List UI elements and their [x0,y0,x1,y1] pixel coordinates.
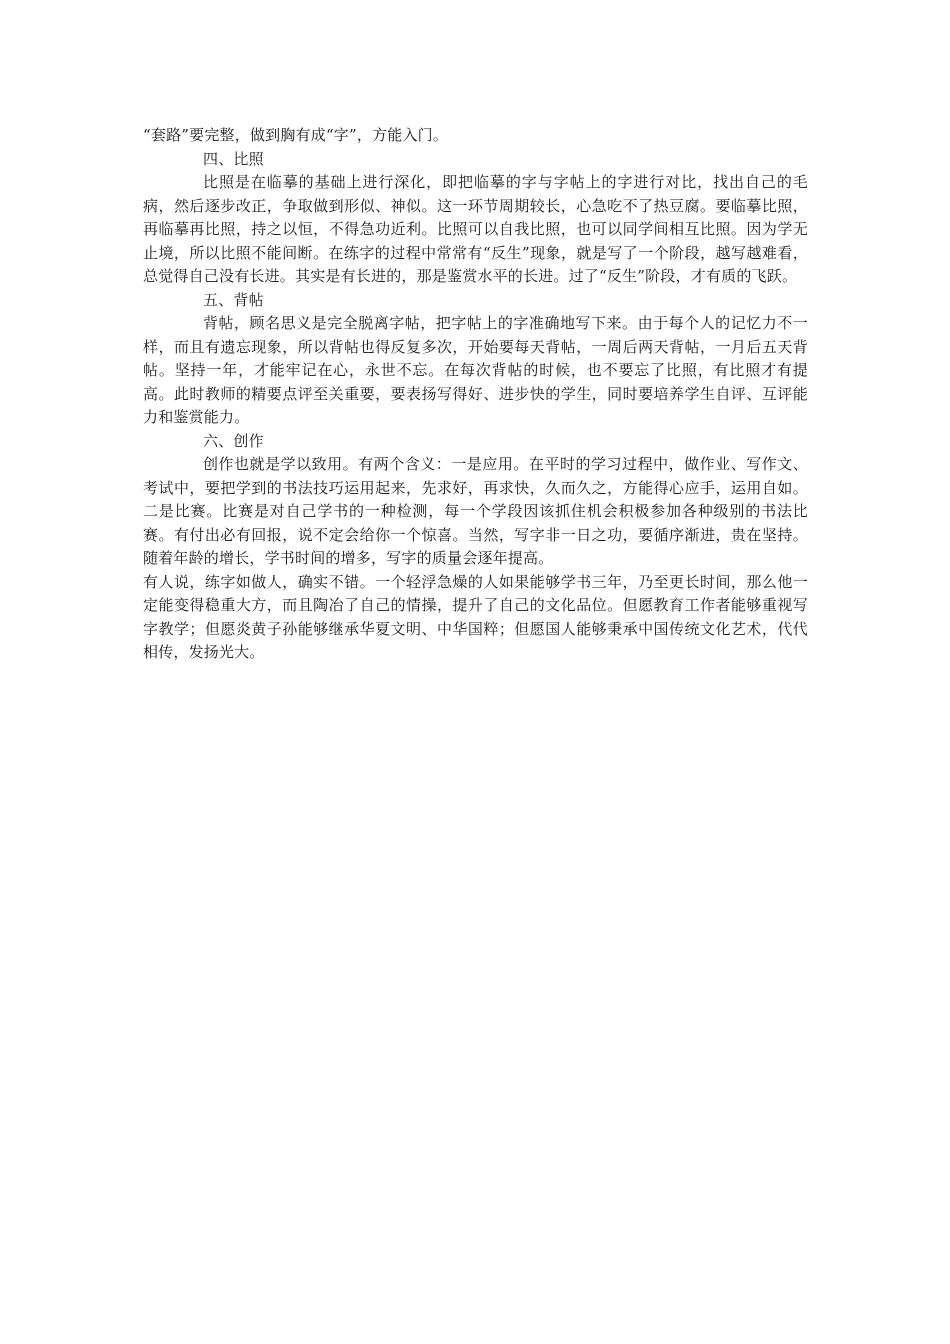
paragraph-creation: 创作也就是学以致用。有两个含义：一是应用。在平时的学习过程中，做作业、写作文、考试中，要把学到的书法技巧运用起来，先求好，再求快，久而久之，方能得心应手，运用自如。二是比赛。比赛是对自己学书的一种检测，每一个学段因该抓住机会积极参加各种级别的书法比赛。有付出必有回报，说不定会给你一个惊喜。当然，写字非一日之功，要循序渐进，贵在坚持。随着年龄的增长，学书时间的增多，写字的质量会逐年提高。 [143,455,808,567]
document-body [143,124,808,665]
section-heading-creation: 六、创作 [203,431,264,450]
paragraph-comparison: 比照是在临摹的基础上进行深化，即把临摹的字与字帖上的字进行对比，找出自己的毛病，然后逐步改正，争取做到形似、神似。这一环节周期较长，心急吃不了热豆腐。要临摹比照，再临摹再比照，持之以恒，不得急功近利。比照可以自我比照，也可以同学间相互比照。因为学无止境，所以比照不能间断。在练字的过程中常常有“反生”现象，就是写了一个阶段，越写越难看，总觉得自己没有长进。其实是有长进的，那是鉴赏水平的长进。过了“反生”阶段，才有质的飞跃。 [143,173,808,285]
paragraph-memorization: 背帖，顾名思义是完全脱离字帖，把字帖上的字准确地写下来。由于每个人的记忆力不一样，而且有遗忘现象，所以背帖也得反复多次，开始要每天背帖，一周后两天背帖，一月后五天背帖。坚持一年，才能牢记在心，永世不忘。在每次背帖的时候，也不要忘了比照，有比照才有提高。此时教师的精要点评至关重要，要表扬写得好、进步快的学生，同时要培养学生自评、互评能力和鉴赏能力。 [143,314,808,426]
closing-paragraph: 有人说，练字如做人，确实不错。一个轻浮急燥的人如果能够学书三年，乃至更长时间，那么他一定能变得稳重大方，而且陶冶了自己的情操，提升了自己的文化品位。但愿教育工作者能够重视写字教学；但愿炎黄子孙能够继承华夏文明、中华国粹；但愿国人能够秉承中国传统文化艺术，代代相传，发扬光大。 [143,572,808,661]
continuation-paragraph: “套路”要完整，做到胸有成“字”，方能入门。 [143,126,449,144]
section-heading-memorization: 五、背帖 [203,290,264,309]
section-heading-comparison: 四、比照 [203,149,264,168]
